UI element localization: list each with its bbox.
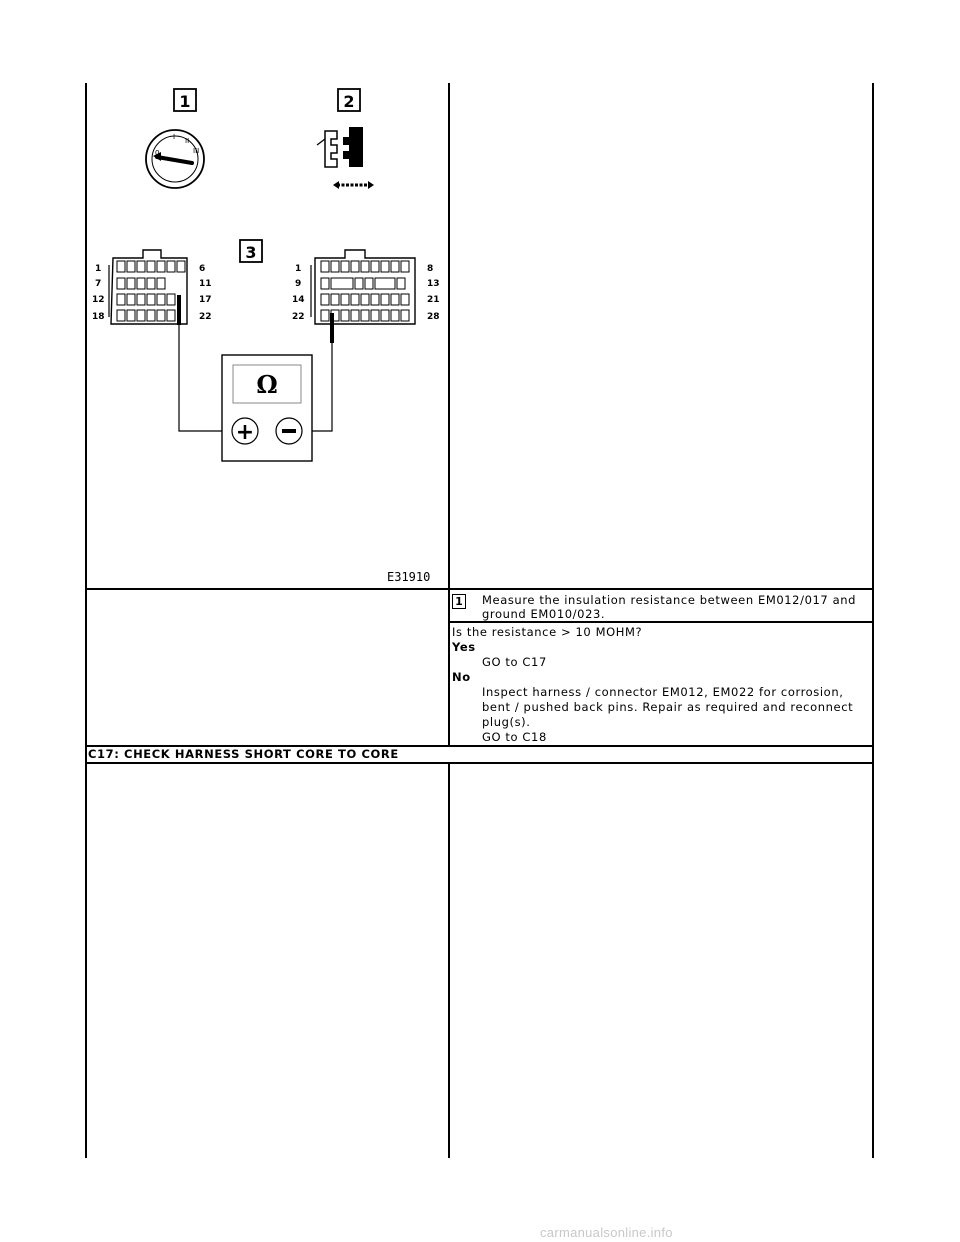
step-instruction-line1: Measure the insulation resistance between EM012/017 and [482,593,857,607]
section-heading: C17: CHECK HARNESS SHORT CORE TO CORE [88,747,399,761]
svg-text:12: 12 [92,295,105,305]
question-text: Is the resistance > 10 MOHM? [452,625,643,639]
callout-2 [338,89,360,111]
svg-text:22: 22 [292,312,305,322]
svg-text:7: 7 [95,279,102,289]
row-divider-figure [85,588,874,590]
column-divider-bottom [448,763,450,1158]
svg-text:17: 17 [199,295,212,305]
svg-text:Ω: Ω [256,370,278,399]
svg-text:18: 18 [92,312,105,322]
svg-text:14: 14 [292,295,305,305]
disconnect-connector-icon [317,127,374,189]
callout-3 [240,240,262,262]
svg-text:6: 6 [199,264,206,274]
wiring-diagram-figure [87,83,449,588]
no-action-link[interactable]: GO to C18 [482,730,547,744]
svg-text:1: 1 [95,264,102,274]
svg-text:3: 3 [245,243,257,262]
svg-text:22: 22 [199,312,212,322]
svg-text:II: II [185,137,190,145]
right-connector-icon [292,250,440,343]
no-instruction-line2: bent / pushed back pins. Repair as required and reconnect [482,700,854,714]
svg-text:1: 1 [295,264,302,274]
figure-id: E31910 [387,570,431,584]
ignition-switch-icon [146,130,204,188]
svg-text:III: III [193,147,200,155]
svg-text:+: + [235,420,255,445]
row-divider-section-bottom [85,762,874,764]
svg-text:I: I [173,133,176,141]
svg-text:21: 21 [427,295,440,305]
step-number-box: 1 [452,594,466,609]
svg-text:9: 9 [295,279,302,289]
multimeter-icon [222,355,312,461]
svg-text:11: 11 [199,279,212,289]
left-connector-icon [92,250,212,325]
yes-label: Yes [452,640,476,654]
svg-text:2: 2 [343,92,355,111]
callout-1 [174,89,196,111]
svg-text:8: 8 [427,264,434,274]
no-label: No [452,670,471,684]
svg-text:0: 0 [155,149,160,157]
svg-text:1: 1 [179,92,191,111]
footer-watermark: carmanualsonline.info [540,1225,673,1240]
no-instruction-line3: plug(s). [482,715,531,729]
svg-text:13: 13 [427,279,440,289]
yes-action-link[interactable]: GO to C17 [482,655,547,669]
svg-text:28: 28 [427,312,440,322]
no-instruction-line1: Inspect harness / connector EM012, EM022 for corrosion, [482,685,844,699]
step-instruction-line2: ground EM010/023. [482,607,606,621]
